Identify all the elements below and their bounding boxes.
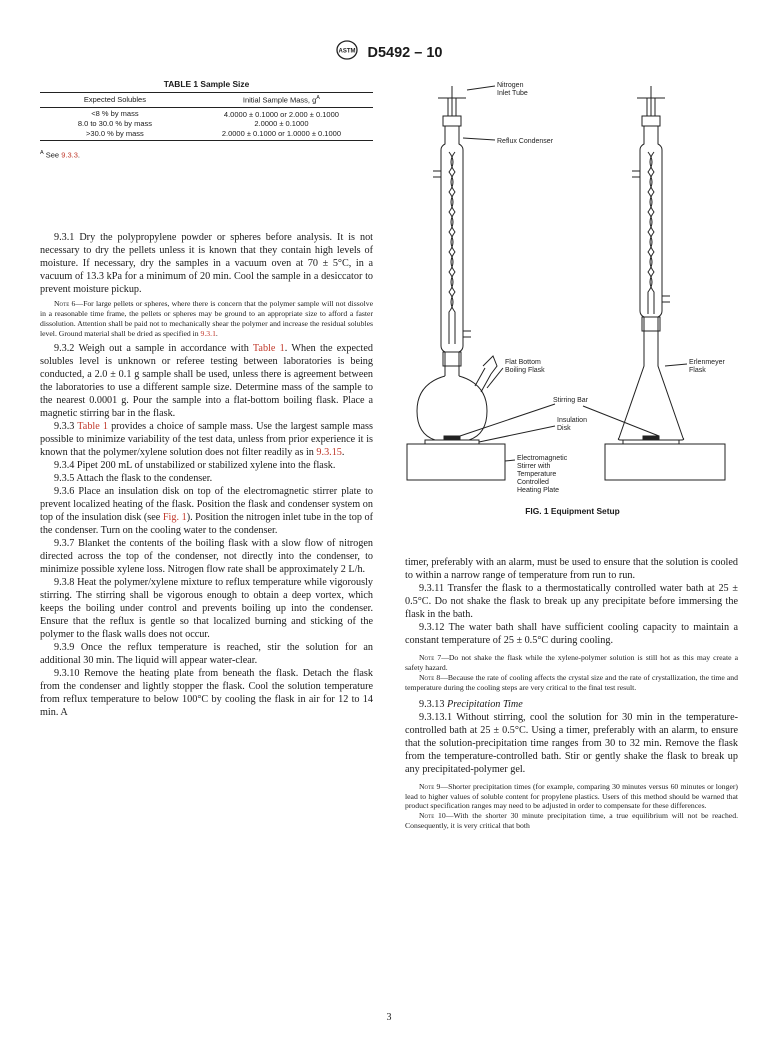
svg-text:Temperature: Temperature — [517, 471, 557, 478]
reflux-condenser — [441, 126, 445, 366]
paragraph-9-3-2: 9.3.2 Weigh out a sample in accordance with Table 1. When the expected solubles level is unknown or referee testing between laboratories is being conducted, a 2.0 ± 0.1 g sample shall be used, unless there is agreement between the laboratories to use a different sample size. Determine mass of the sample to the nearest 0.0001 g. Pour the sample into a flat-bottom boiling flask. Place a magnetic stirring bar in the flask. — [40, 342, 373, 419]
note-7: Note 7—Do not shake the flask while the xylene-polymer solution is still hot as this may create a safety hazard. — [405, 653, 738, 672]
paragraph-9-3-13: 9.3.13 Precipitation Time — [419, 698, 523, 710]
heating-plate-right — [605, 444, 725, 480]
stirring-bar — [444, 436, 460, 439]
note-6: Note 6—For large pellets or spheres, where there is concern that the polymer sample will not dissolve in a reasonable time frame, the pellets or spheres may be ground to an appropriate size to afford a faster dissolution. Attention shall be paid not to mechanically shear the polymer and increase the residual solubles level. Ground material shall be dried as specified in 9.3.1. — [40, 299, 373, 338]
fig-1-link[interactable]: Fig. 1 — [162, 511, 187, 523]
paragraph-9-3-3: 9.3.3 Table 1 provides a choice of sample mass. Use the largest sample mass possible to minimize variability of the test data, unless from prior experience it is known that the polymer/xylene solution does not filter readily as in 9.3.15. — [40, 420, 373, 458]
note-10: Note 10—With the shorter 30 minute precipitation time, a true equilibrium will not be reached. Consequently, it is very critical that both — [405, 811, 738, 831]
paragraph-continuation: timer, preferably with an alarm, must be used to ensure that the solution is cooled to within a narrow range of temperature from run to run. — [405, 557, 738, 581]
label-stirring-bar: Stirring Bar — [553, 397, 589, 404]
table-title: TABLE 1 Sample Size — [163, 79, 250, 89]
table-row — [40, 119, 373, 129]
svg-text:Boiling Flask: Boiling Flask — [505, 367, 545, 374]
paragraph-9-3-5: 9.3.5 Attach the flask to the condenser. — [54, 472, 213, 484]
svg-text:Flask: Flask — [689, 367, 706, 374]
paragraph-9-3-11: 9.3.11 Transfer the flask to a thermostatically controlled water bath at 25 ± 0.5°C. Do not shake the flask to break up any precipitate before immersing the flask in the bath. — [405, 583, 738, 620]
table-cell: 2.0000 ± 0.1000 or 1.0000 ± 0.1000 — [190, 129, 373, 141]
svg-text:Inlet Tube: Inlet Tube — [497, 90, 528, 97]
table-1-link[interactable]: Table 1 — [252, 342, 285, 354]
sample-size-table — [40, 92, 373, 141]
label-nitrogen-inlet-tube: Nitrogen — [497, 82, 524, 89]
note-9: Note 9—Shorter precipitation times (for example, comparing 30 minutes versus 60 minutes or longer) lead to higher values of soluble content for propylene plastics. Users of this method should be warned that product specification ranges may need to be adjusted in order to compensate for these differences. — [405, 781, 738, 811]
table-header-cell: Initial Sample Mass, $g^A$ — [190, 93, 373, 108]
paragraph-9-3-8: 9.3.8 Heat the polymer/xylene mixture to reflux temperature while vigorously stirring. The stirring shall be vigorous enough to obtain a deep vortex, which keeps the boiling under control and prevents boiling up into the condenser. Ensure that the reflux is gentle so that localized burning and sticking of the polymer to the flask walls does not occur. — [40, 576, 373, 640]
page-header — [0, 40, 778, 65]
svg-text:Controlled: Controlled — [517, 479, 549, 486]
table-footnote: $^A$ See 9.3.3. — [40, 150, 80, 160]
table-cell: >30.0 % by mass — [40, 129, 190, 141]
label-insulation-disk: Insulation — [557, 417, 587, 424]
equipment-setup-figure — [405, 76, 740, 521]
table-header-cell: Expected Solubles — [40, 93, 190, 108]
table-cell: 8.0 to 30.0 % by mass — [77, 119, 153, 129]
label-flat-bottom-flask: Flat Bottom — [505, 359, 541, 366]
svg-text:Heating Plate: Heating Plate — [517, 487, 560, 494]
label-reflux-condenser: Reflux Condenser — [497, 138, 554, 145]
svg-text:Stirrer with: Stirrer with — [517, 463, 551, 470]
figure-caption: FIG. 1 Equipment Setup — [525, 506, 620, 516]
paragraph-9-3-9: 9.3.9 Once the reflux temperature is reached, stir the solution for an additional 30 min. The liquid will appear water-clear. — [40, 641, 373, 666]
paragraph-9-3-4: 9.3.4 Pipet 200 mL of unstabilized or stabilized xylene into the flask. — [54, 459, 336, 471]
paragraph-9-3-7: 9.3.7 Blanket the contents of the boiling flask with a slow flow of nitrogen directed across the top of the condenser, not directly into the condenser, to minimize possible xylene loss. Nitrogen flow rate shall be approximately 2 L/h. — [40, 537, 373, 575]
table-cell: 4.0000 ± 0.1000 or 2.000 ± 0.1000 — [223, 109, 339, 119]
table-row — [40, 107, 373, 119]
footnote-link[interactable]: 9.3.3 — [61, 150, 78, 160]
paragraph-9-3-1: 9.3.1 Dry the polypropylene powder or spheres before analysis. It is not necessary to dry the pellets unless it is known that they contain high levels of moisture. If necessary, dry the samples in a vacuum oven at 70 ± 5°C, in a vacuum of 13.3 kPa for a minimum of 20 min. Cool the sample in a desiccator to prevent moisture pickup. — [40, 232, 373, 295]
astm-logo — [336, 40, 358, 65]
paragraph-9-3-10: 9.3.10 Remove the heating plate from beneath the flask. Detach the flask from the condenser and lightly stopper the flask. Cool the solution temperature from reflux temperature to below 100°C by cooling the flask in air for 12 to 14 min. A — [40, 667, 373, 718]
table-row — [40, 129, 373, 141]
svg-text:ASTM: ASTM — [338, 48, 355, 55]
table-1-link[interactable]: Table 1 — [77, 420, 108, 432]
label-erlenmeyer-flask: Erlenmeyer — [689, 359, 725, 366]
note-8: Note 8—Because the rate of cooling affects the crystal size and the rate of crystallization, the time and temperature during the cooling steps are very critical to the final test result. — [405, 672, 738, 692]
note-6-link[interactable]: 9.3.1 — [200, 328, 216, 338]
document-designation: D5492 – 10 — [367, 44, 443, 61]
section-9-3-15-link[interactable]: 9.3.15 — [316, 446, 342, 458]
insulation-disk — [425, 440, 479, 444]
paragraph-9-3-12: 9.3.12 The water bath shall have sufficient cooling capacity to maintain a constant temperature of 25 ± 0.5°C during cooling. — [405, 622, 738, 646]
heating-plate-left — [407, 444, 505, 480]
page-number: 3 — [386, 1012, 392, 1023]
table-cell: 2.0000 ± 0.1000 — [254, 119, 309, 129]
paragraph-9-3-13-1: 9.3.13.1 Without stirring, cool the solution for 30 min in the temperature-controlled bath at 25 ± 0.5°C. Using a timer, preferably with an alarm, to ensure that the solution-precipitation time ranges from 30 to 32 min. Remove the flask from the temperature-controlled bath. Stir or gently shake the flask to break up any precipitated-polymer gel. — [405, 711, 738, 775]
table-header-row — [40, 93, 373, 108]
reflux-condenser-right — [640, 126, 644, 332]
svg-text:Disk: Disk — [557, 425, 571, 432]
label-electromagnetic-stirrer: Electromagnetic — [517, 455, 568, 462]
text-column-left — [40, 231, 373, 719]
text-column-right — [405, 556, 738, 831]
table-cell: <8 % by mass — [91, 108, 139, 118]
paragraph-9-3-6: 9.3.6 Place an insulation disk on top of the electromagnetic stirrer plate to prevent localized heating of the flask. Position the flask and condenser system on top of the insulation disk (see Fig. 1). Position the nitrogen inlet tube in the top of the condenser. Turn on the cooling water to the condenser. — [40, 485, 373, 536]
